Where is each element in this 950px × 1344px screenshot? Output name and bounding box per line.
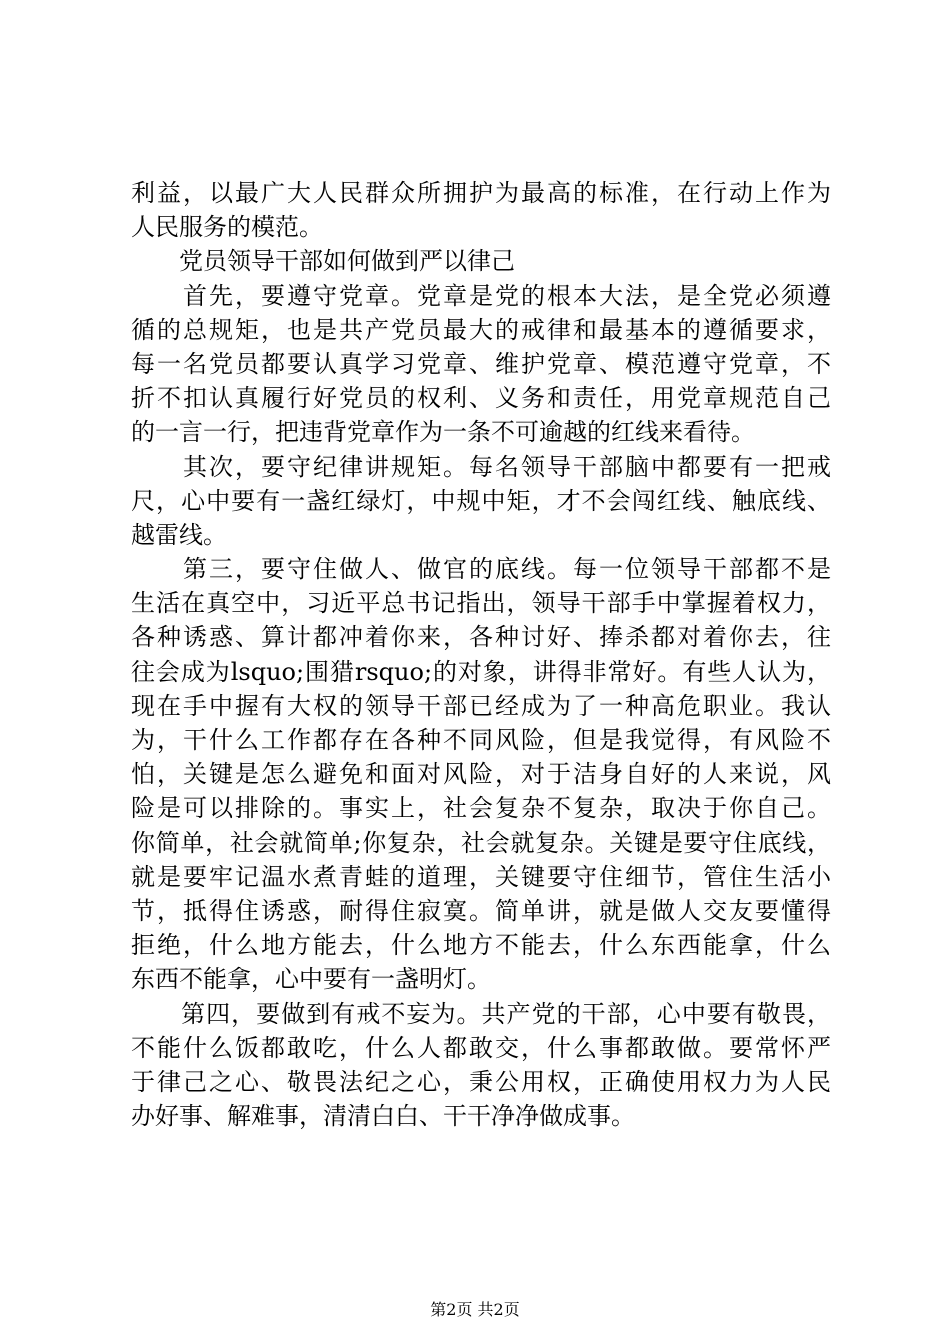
page-number-label: 第2页 共2页 [430,1300,520,1319]
text-line: 不能什么饭都敢吃，什么人都敢交，什么事都敢做。要常怀严 [131,1033,831,1062]
text-line: 节，抵得住诱惑，耐得住寂寞。简单讲，就是做人交友要懂得 [131,896,831,925]
section-heading: 党员领导干部如何做到严以律己 [131,247,515,276]
text-line: 其次，要守纪律讲规矩。每名领导干部脑中都要有一把戒 [131,452,831,481]
text-line: 每一名党员都要认真学习党章、维护党章、模范遵守党章，不 [131,349,831,378]
text-line: 尺，心中要有一盏红绿灯，中规中矩，才不会闯红线、触底线、 [131,486,831,515]
text-line: 人民服务的模范。 [131,213,323,242]
text-line: 循的总规矩，也是共产党员最大的戒律和最基本的遵循要求， [131,315,831,344]
text-line: 你简单，社会就简单;你复杂，社会就复杂。关键是要守住底线， [131,828,831,857]
text-line: 就是要牢记温水煮青蛙的道理，关键要守住细节，管住生活小 [131,862,831,891]
text-line: 生活在真空中，习近平总书记指出，领导干部手中掌握着权力， [131,589,831,618]
text-line: 往会成为lsquo;围猎rsquo;的对象，讲得非常好。有些人认为， [131,657,831,686]
document-body [131,176,831,1133]
text-line: 各种诱惑、算计都冲着你来，各种讨好、捧杀都对着你去，往 [131,623,831,652]
page-footer [0,1300,950,1320]
text-line: 越雷线。 [131,520,227,549]
text-line: 的一言一行，把违背党章作为一条不可逾越的红线来看待。 [131,418,755,447]
text-line: 于律己之心、敬畏法纪之心，秉公用权，正确使用权力为人民 [131,1067,831,1096]
text-line: 拒绝，什么地方能去，什么地方不能去，什么东西能拿，什么 [131,931,831,960]
text-line: 折不扣认真履行好党员的权利、义务和责任，用党章规范自己 [131,384,831,413]
text-line: 怕，关键是怎么避免和面对风险，对于洁身自好的人来说，风 [131,760,831,789]
text-line: 险是可以排除的。事实上，社会复杂不复杂，取决于你自己。 [131,794,831,823]
text-line: 首先，要遵守党章。党章是党的根本大法，是全党必须遵 [131,281,831,310]
text-line: 第四，要做到有戒不妄为。共产党的干部，心中要有敬畏， [131,999,831,1028]
text-line: 现在手中握有大权的领导干部已经成为了一种高危职业。我认 [131,691,831,720]
text-line: 利益，以最广大人民群众所拥护为最高的标准，在行动上作为 [131,179,831,207]
text-line: 为，干什么工作都存在各种不同风险，但是我觉得，有风险不 [131,726,831,754]
text-line: 东西不能拿，心中要有一盏明灯。 [131,965,491,994]
text-line: 第三，要守住做人、做官的底线。每一位领导干部都不是 [131,555,831,584]
text-line: 办好事、解难事，清清白白、干干净净做成事。 [131,1102,635,1131]
